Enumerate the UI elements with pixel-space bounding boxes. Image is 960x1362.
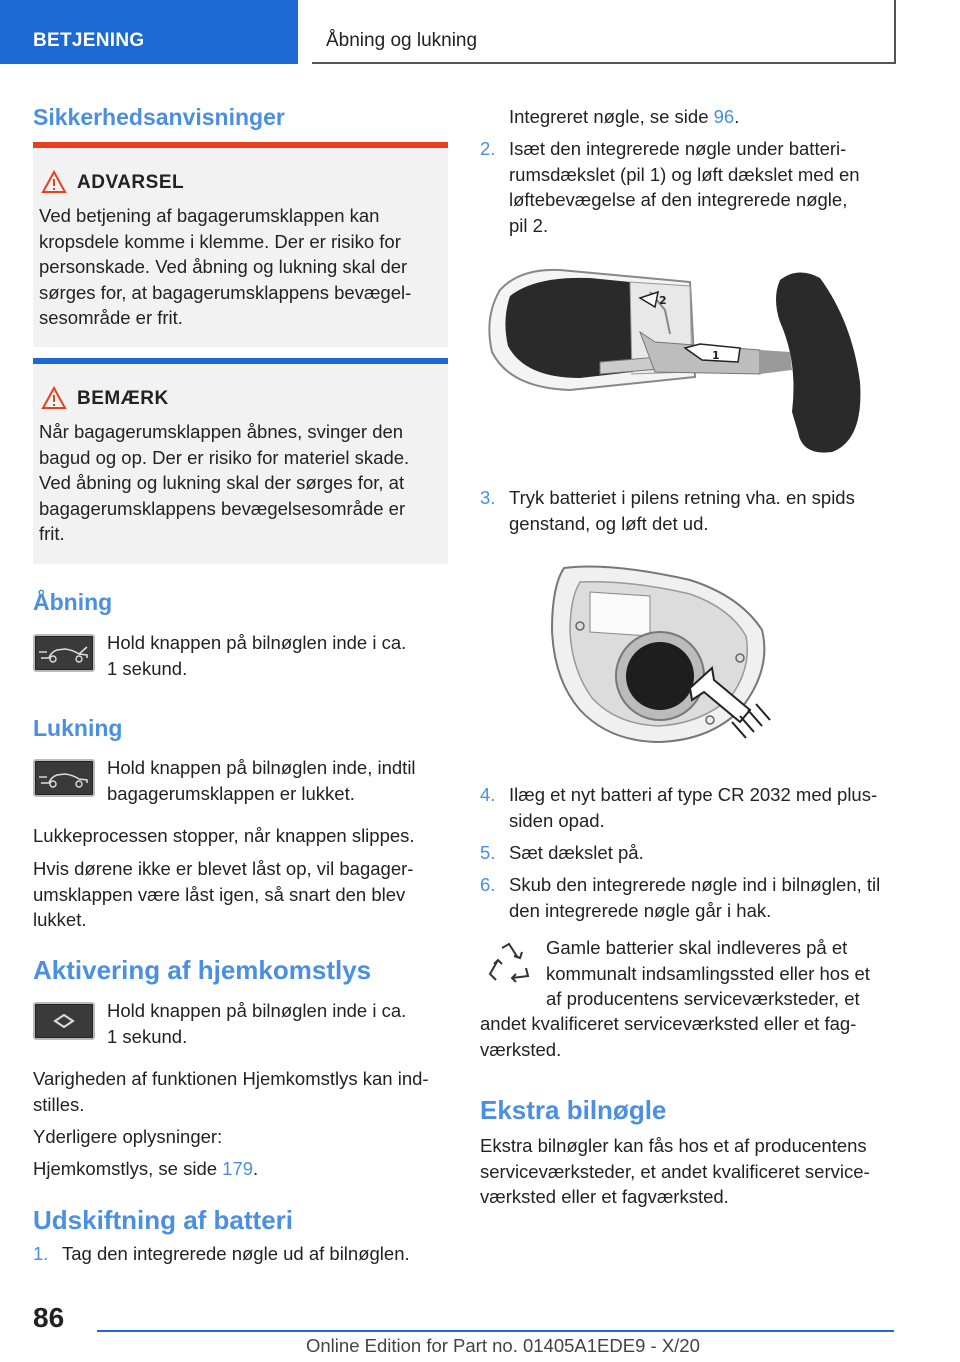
warning-bar <box>33 142 448 148</box>
warning-triangle-icon <box>41 170 67 194</box>
heading-safety: Sikkerhedsanvisninger <box>33 104 285 130</box>
list-line: Skub den integrerede nøgle ind i bilnøglen, til <box>509 874 881 895</box>
note-line: frit. <box>39 523 65 544</box>
recycle-text-bottom <box>480 1011 895 1062</box>
list-number: 6. <box>480 874 496 895</box>
footer-edition: Online Edition for Part no. 01405A1EDE9 - X/20 <box>306 1335 700 1356</box>
close-lock-line: umsklappen være låst igen, så snart den blev <box>33 883 406 905</box>
step1-continuation-text: Integreret nøgle, se side <box>509 106 714 127</box>
extra-key-line: serviceværksteder, et andet kvalificeret service- <box>480 1160 870 1182</box>
list-text <box>509 872 880 923</box>
list-number: 1. <box>33 1243 49 1264</box>
recycle-line: værksted. <box>480 1038 562 1060</box>
heading-extra-key: Ekstra bilnøgle <box>480 1095 667 1125</box>
list-line: Isæt den integrerede nøgle under batteri- <box>509 138 847 159</box>
arrow-label-1: 1 <box>712 349 720 362</box>
close-line: bagagerumsklappen er lukket. <box>107 782 355 804</box>
recycle-line: andet kvalificeret serviceværksted eller et fag- <box>480 1013 857 1034</box>
more-info-text: Yderligere oplysninger: <box>33 1126 223 1147</box>
section-tab <box>0 0 298 64</box>
heading-close: Lukning <box>33 715 123 741</box>
close-lock-line: Hvis dørene ikke er blevet låst op, vil bagager- <box>33 858 414 879</box>
close-lock-line: lukket. <box>33 909 87 930</box>
warning-line: personskade. Ved åbning og lukning skal der <box>39 256 408 277</box>
home-light-icon <box>33 1002 95 1040</box>
list-line: løftebevægelse af den integrerede nøgle, <box>509 189 848 210</box>
note-line: Når bagagerumsklappen åbnes, svinger den <box>39 421 404 442</box>
page-number: 86 <box>33 1302 65 1333</box>
home-reference <box>33 1156 258 1182</box>
chapter-header <box>312 0 896 64</box>
list-number: 2. <box>480 138 496 159</box>
list-line: Tryk batteriet i pilens retning vha. en spids <box>509 487 855 508</box>
list-text: Sæt dækslet på. <box>509 842 644 863</box>
trunk-open-icon <box>33 634 95 672</box>
trunk-close-icon <box>33 759 95 797</box>
list-text <box>509 782 877 833</box>
list-line: genstand, og løft det ud. <box>509 512 709 534</box>
list-line: pil 2. <box>509 214 549 236</box>
warning-line: Ved betjening af bagagerumsklappen kan <box>39 205 380 226</box>
warning-text <box>39 203 438 331</box>
warning-box <box>33 142 448 347</box>
close-lock-text <box>33 856 448 933</box>
recycle-line: Gamle batterier skal indleveres på et <box>546 937 848 958</box>
warning-line: sørges for, at bagagerumsklappens bevægel- <box>39 281 412 303</box>
warning-line: sesområde er frit. <box>39 307 183 328</box>
note-bar <box>33 358 448 364</box>
recycle-line: kommunalt indsamlingssted eller hos et <box>546 962 870 984</box>
note-line: bagud og op. Der er risiko for materiel skade. <box>39 446 410 468</box>
list-text: Tag den integrerede nøgle ud af bilnøglen. <box>62 1243 410 1264</box>
list-line: siden opad. <box>509 809 605 831</box>
step1-continuation <box>509 104 739 130</box>
heading-open: Åbning <box>33 589 113 615</box>
extra-key-line: værksted eller et fagværksted. <box>480 1186 729 1207</box>
home-light-line: 1 sekund. <box>107 1025 188 1047</box>
warning-label: ADVARSEL <box>77 172 185 193</box>
recycle-line: af producentens serviceværksteder, et <box>546 988 860 1009</box>
caution-triangle-icon <box>41 386 67 410</box>
list-text <box>509 485 855 536</box>
close-stop-text: Lukkeprocessen stopper, når knappen slippes. <box>33 825 415 846</box>
list-line: rumsdækslet (pil 1) og løft dækslet med en <box>509 163 860 185</box>
list-text <box>509 136 860 238</box>
home-reference-text: Hjemkomstlys, se side <box>33 1158 223 1179</box>
recycle-text-top <box>546 935 895 1012</box>
list-line: den integrerede nøgle går i hak. <box>509 899 772 921</box>
home-duration-text <box>33 1066 448 1117</box>
note-line: bagagerumsklappens bevægelsesområde er <box>39 497 406 519</box>
page-link-96[interactable]: 96 <box>713 106 735 127</box>
step1-continuation-end: . <box>734 106 740 127</box>
chapter-title: Åbning og lukning <box>326 30 478 51</box>
home-light-text <box>107 998 447 1049</box>
footer-rule <box>97 1330 894 1332</box>
open-text <box>107 630 447 681</box>
warning-line: kropsdele komme i klemme. Der er risiko for <box>39 230 401 252</box>
open-line: Hold knappen på bilnøglen inde i ca. <box>107 632 407 653</box>
heading-battery: Udskiftning af batteri <box>33 1205 294 1235</box>
close-text <box>107 755 447 806</box>
open-line: 1 sekund. <box>107 657 188 679</box>
home-reference-end: . <box>253 1158 259 1179</box>
extra-key-text <box>480 1133 895 1210</box>
home-duration-line: Varigheden af funktionen Hjemkomstlys kan ind- <box>33 1068 429 1089</box>
note-label: BEMÆRK <box>77 388 169 409</box>
page-link-179[interactable]: 179 <box>222 1158 254 1179</box>
section-title: BETJENING <box>33 30 145 51</box>
battery-figure <box>540 560 780 750</box>
arrow-label-2: 2 <box>659 294 667 307</box>
recycle-icon <box>484 940 534 990</box>
close-line: Hold knappen på bilnøglen inde, indtil <box>107 757 416 778</box>
list-line: Ilæg et nyt batteri af type CR 2032 med plus- <box>509 784 878 805</box>
list-number: 3. <box>480 487 496 508</box>
list-number: 4. <box>480 784 496 805</box>
extra-key-line: Ekstra bilnøgler kan fås hos et af producentens <box>480 1135 867 1156</box>
list-number: 5. <box>480 842 496 863</box>
note-box <box>33 358 448 564</box>
key-fob-figure <box>480 262 895 457</box>
home-light-line: Hold knappen på bilnøglen inde i ca. <box>107 1000 407 1021</box>
heading-home-light: Aktivering af hjemkomstlys <box>33 955 372 985</box>
home-duration-line: stilles. <box>33 1093 85 1115</box>
note-text <box>39 419 438 547</box>
note-line: Ved åbning og lukning skal der sørges for, at <box>39 472 405 493</box>
